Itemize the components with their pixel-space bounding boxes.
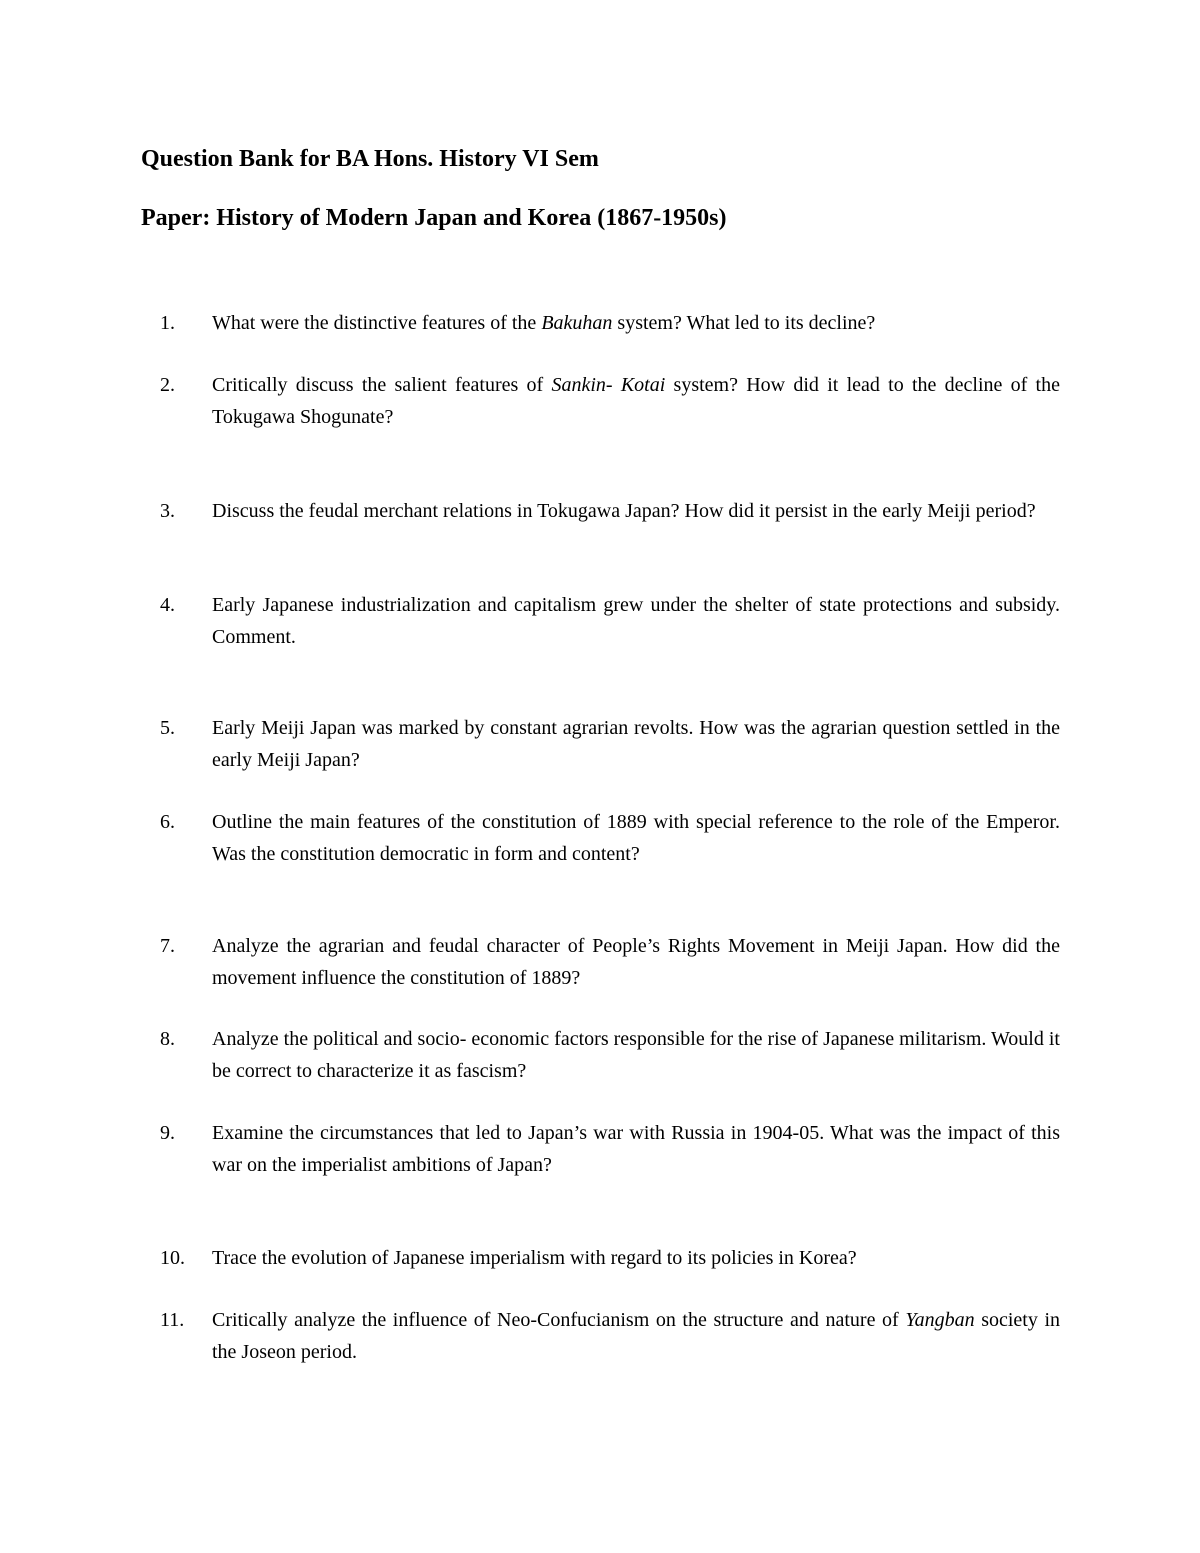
question-number: 10. — [160, 1247, 185, 1269]
question-number: 4. — [160, 594, 175, 616]
question-item-3 — [160, 495, 1060, 527]
question-number: 6. — [160, 811, 175, 833]
question-item-2 — [160, 369, 1060, 433]
question-number: 5. — [160, 717, 175, 739]
question-text: Critically analyze the influence of Neo-Confucianism on the structure and nature of Yangban society in the Joseon period. — [212, 1309, 1060, 1363]
question-emphasis: Sankin- Kotai — [551, 374, 666, 396]
question-number: 11. — [160, 1309, 185, 1331]
question-number: 9. — [160, 1122, 175, 1144]
question-item-9 — [160, 1117, 1060, 1181]
question-number: 1. — [160, 312, 175, 334]
question-item-5 — [160, 712, 1060, 776]
question-emphasis: Bakuhan — [541, 312, 613, 334]
question-number: 7. — [160, 935, 175, 957]
question-item-1 — [160, 307, 1060, 339]
question-number: 3. — [160, 500, 175, 522]
question-text: Critically discuss the salient features of Sankin- Kotai system? How did it lead to the decline of the Tokugawa Shogunate? — [212, 374, 1060, 428]
question-text: Analyze the political and socio- economic factors responsible for the rise of Japanese militarism. Would it be correct to characterize it as fascism? — [212, 1028, 1060, 1082]
question-item-8 — [160, 1023, 1060, 1087]
question-text: Outline the main features of the constitution of 1889 with special reference to the role of the Emperor. Was the constitution democratic in form and content? — [212, 811, 1060, 865]
question-number: 2. — [160, 374, 175, 396]
question-text: Analyze the agrarian and feudal character of People’s Rights Movement in Meiji Japan. How did the movement influence the constitution of 1889? — [212, 935, 1060, 989]
question-item-4 — [160, 589, 1060, 653]
question-item-10 — [160, 1242, 1060, 1274]
question-text: Trace the evolution of Japanese imperialism with regard to its policies in Korea? — [212, 1247, 857, 1269]
question-item-6 — [160, 806, 1060, 870]
question-text: Discuss the feudal merchant relations in Tokugawa Japan? How did it persist in the early Meiji period? — [212, 500, 1036, 522]
question-emphasis: Yangban — [905, 1309, 975, 1331]
question-number: 8. — [160, 1028, 175, 1050]
question-item-11 — [160, 1304, 1060, 1368]
paper-title: Paper: History of Modern Japan and Korea (1867-1950s) — [141, 205, 727, 231]
question-text: Early Japanese industrialization and capitalism grew under the shelter of state protections and subsidy. Comment. — [212, 594, 1060, 648]
question-text: What were the distinctive features of the Bakuhan system? What led to its decline? — [212, 312, 876, 334]
question-text: Early Meiji Japan was marked by constant agrarian revolts. How was the agrarian question settled in the early Meiji Japan? — [212, 717, 1060, 771]
question-item-7 — [160, 930, 1060, 994]
question-text: Examine the circumstances that led to Japan’s war with Russia in 1904-05. What was the impact of this war on the imperialist ambitions of Japan? — [212, 1122, 1060, 1176]
document-title: Question Bank for BA Hons. History VI Sem — [141, 146, 599, 172]
